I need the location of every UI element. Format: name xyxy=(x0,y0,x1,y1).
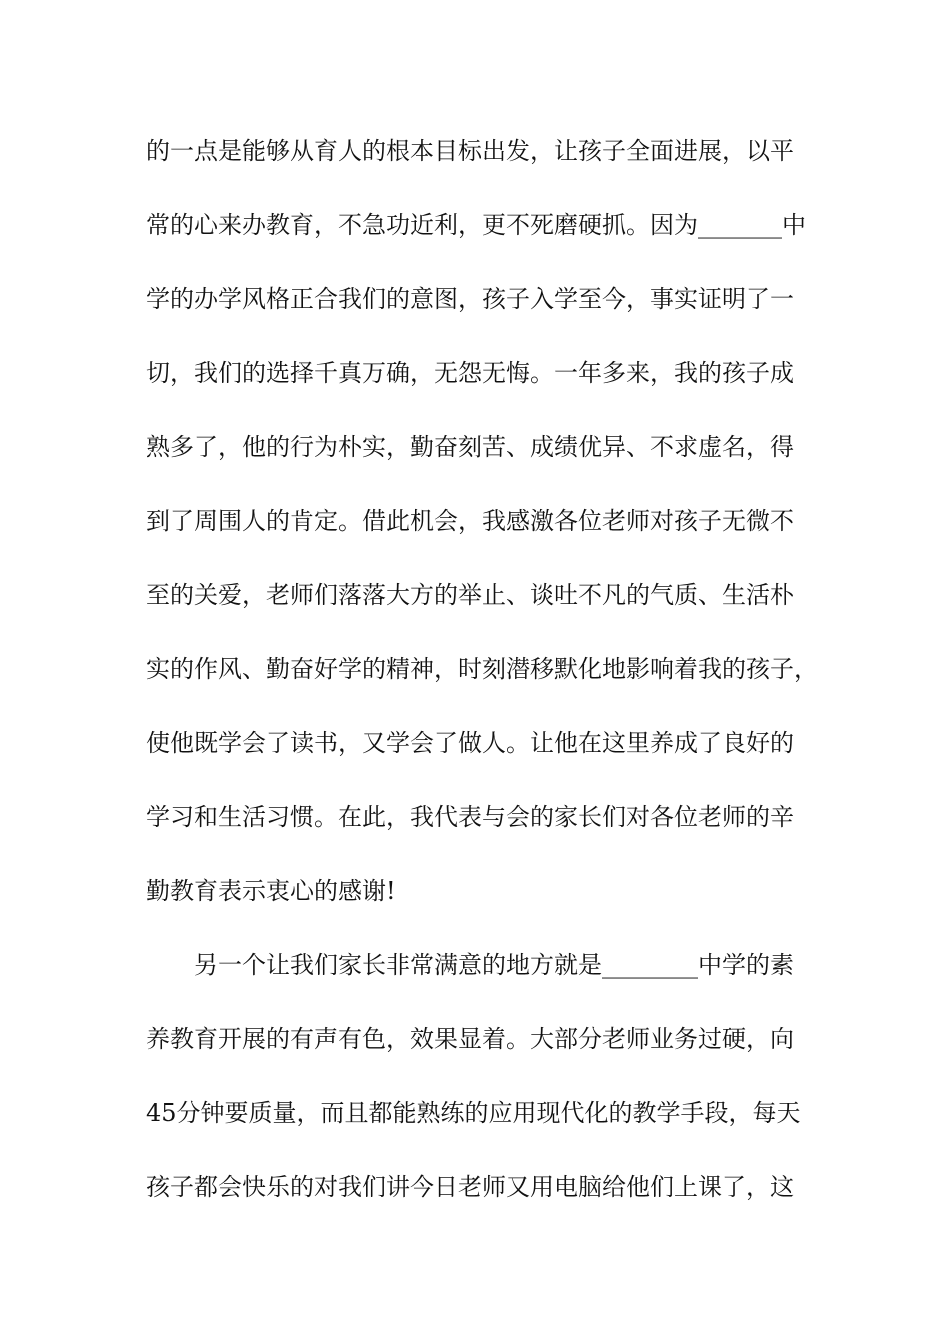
text-line: 养教育开展的有声有色，效果显着。大部分老师业务过硬，向 xyxy=(146,1025,794,1053)
text-line: 45分钟要质量，而且都能熟练的应用现代化的教学手段，每天 xyxy=(146,1099,801,1127)
text-line: 常的心来办教育，不急功近利，更不死磨硬抓。因为_______中 xyxy=(146,211,806,239)
text-line: 孩子都会快乐的对我们讲今日老师又用电脑给他们上课了，这 xyxy=(146,1173,794,1201)
text-line: 实的作风、勤奋好学的精神，时刻潜移默化地影响着我的孩子， xyxy=(146,655,818,683)
text-line: 学的办学风格正合我们的意图，孩子入学至今，事实证明了一 xyxy=(146,285,794,313)
text-line: 到了周围人的肯定。借此机会，我感激各位老师对孩子无微不 xyxy=(146,507,794,535)
text-line: 至的关爱，老师们落落大方的举止、谈吐不凡的气质、生活朴 xyxy=(146,581,794,609)
text-line: 熟多了，他的行为朴实，勤奋刻苦、成绩优异、不求虚名，得 xyxy=(146,433,794,461)
text-line: 使他既学会了读书，又学会了做人。让他在这里养成了良好的 xyxy=(146,729,794,757)
paragraph-start-line: 另一个让我们家长非常满意的地方就是________中学的素 xyxy=(194,951,794,979)
body-text xyxy=(146,131,826,1241)
text-line: 切，我们的选择千真万确，无怨无悔。一年多来，我的孩子成 xyxy=(146,359,794,387)
text-line: 的一点是能够从育人的根本目标出发，让孩子全面进展，以平 xyxy=(146,137,794,165)
text-line: 学习和生活习惯。在此，我代表与会的家长们对各位老师的辛 xyxy=(146,803,794,831)
text-line: 勤教育表示衷心的感谢! xyxy=(146,877,396,905)
